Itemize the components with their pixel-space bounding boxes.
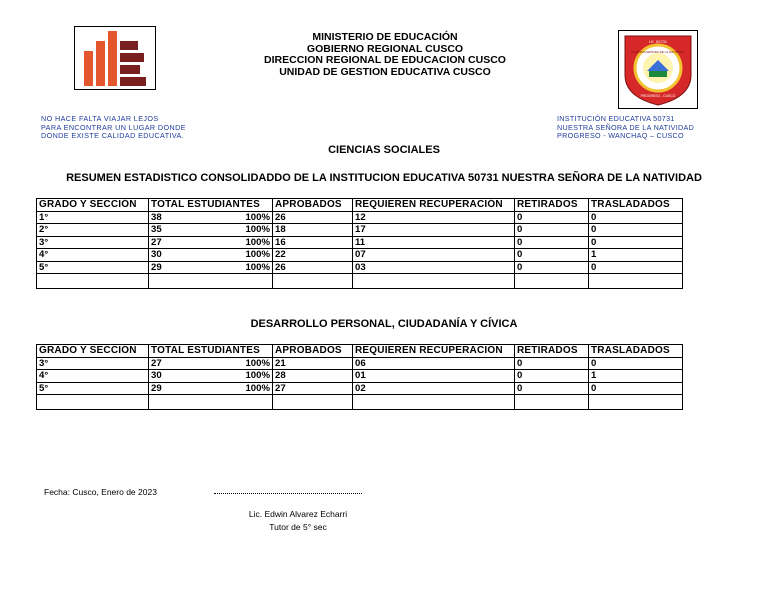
header-line: GOBIERNO REGIONAL CUSCO (306, 42, 464, 55)
section2-title: DESARROLLO PERSONAL, CIUDADANÍA Y CÍVICA (250, 318, 518, 330)
total-cell (149, 382, 273, 395)
trasladados-cell: 0 (589, 236, 683, 249)
total-cell (149, 249, 273, 262)
percent-value: 100% (245, 382, 270, 394)
percent-value: 100% (245, 261, 270, 273)
empty-cell (37, 395, 149, 410)
retirados-cell: 0 (515, 261, 589, 274)
school-info-line: PROGRESO - WANCHAQ – CUSCO (557, 131, 684, 141)
empty-table-row (37, 395, 683, 410)
percent-value: 100% (245, 249, 270, 261)
total-value: 27 (151, 236, 162, 248)
total-cell (149, 370, 273, 383)
total-cell (149, 357, 273, 370)
aprobados-cell: 27 (273, 382, 353, 395)
institution-header (200, 32, 570, 78)
empty-cell (149, 274, 273, 289)
percent-value: 100% (245, 236, 270, 248)
retirados-cell: 0 (515, 236, 589, 249)
aprobados-cell: 28 (273, 370, 353, 383)
percent-value: 100% (245, 211, 270, 223)
trasladados-cell: 1 (589, 249, 683, 262)
school-emblem (618, 30, 698, 109)
signer-block (200, 508, 396, 533)
recuperacion-cell: 01 (353, 370, 515, 383)
percent-value: 100% (245, 370, 270, 382)
ministry-logo (74, 26, 156, 90)
aprobados-cell: 26 (273, 211, 353, 224)
motto (41, 115, 186, 141)
stats-table-desarrollo-personal (36, 344, 683, 410)
column-header: REQUIEREN RECUPERACIÓN (353, 345, 515, 358)
empty-cell (273, 395, 353, 410)
table-row (37, 211, 683, 224)
grado-cell: 5° (37, 261, 149, 274)
column-header: TOTAL ESTUDIANTES (149, 345, 273, 358)
motto-line: DONDE EXISTE CALIDAD EDUCATIVA. (41, 131, 185, 141)
column-header: APROBADOS (273, 199, 353, 212)
total-value: 30 (151, 370, 162, 382)
total-value: 30 (151, 249, 162, 261)
recuperacion-cell: 07 (353, 249, 515, 262)
grado-cell: 5° (37, 382, 149, 395)
signer-role: Tutor de 5° sec (269, 521, 327, 532)
aprobados-cell: 21 (273, 357, 353, 370)
retirados-cell: 0 (515, 224, 589, 237)
total-value: 29 (151, 382, 162, 394)
empty-cell (515, 395, 589, 410)
retirados-cell: 0 (515, 370, 589, 383)
column-header: GRADO Y SECCIÓN (37, 345, 149, 358)
recuperacion-cell: 17 (353, 224, 515, 237)
retirados-cell: 0 (515, 211, 589, 224)
empty-cell (149, 395, 273, 410)
date-line: Fecha: Cusco, Enero de 2023 (44, 487, 157, 497)
bars-logo-icon (75, 27, 155, 89)
total-value: 35 (151, 224, 162, 236)
table-header-row (37, 199, 683, 212)
recuperacion-cell: 12 (353, 211, 515, 224)
grado-cell: 2° (37, 224, 149, 237)
column-header: TRASLADADOS (589, 345, 683, 358)
table-row (37, 261, 683, 274)
retirados-cell: 0 (515, 357, 589, 370)
retirados-cell: 0 (515, 382, 589, 395)
table-row (37, 382, 683, 395)
grado-cell: 1° (37, 211, 149, 224)
grado-cell: 3° (37, 236, 149, 249)
recuperacion-cell: 02 (353, 382, 515, 395)
school-info-line: NUESTRA SEÑORA DE LA NATIVIDAD (557, 122, 695, 132)
table-row (37, 236, 683, 249)
empty-cell (515, 274, 589, 289)
subject-title: CIENCIAS SOCIALES (328, 144, 440, 156)
shield-emblem-icon (619, 31, 697, 108)
recuperacion-cell: 11 (353, 236, 515, 249)
signature-line (214, 488, 362, 494)
aprobados-cell: 18 (273, 224, 353, 237)
empty-cell (273, 274, 353, 289)
empty-cell (589, 395, 683, 410)
total-value: 29 (151, 261, 162, 273)
column-header: TOTAL ESTUDIANTES (149, 199, 273, 212)
total-cell (149, 261, 273, 274)
empty-table-row (37, 274, 683, 289)
trasladados-cell: 1 (589, 370, 683, 383)
table-row (37, 357, 683, 370)
percent-value: 100% (245, 224, 270, 236)
school-info (557, 115, 694, 141)
table-row (37, 224, 683, 237)
empty-cell (589, 274, 683, 289)
aprobados-cell: 22 (273, 249, 353, 262)
column-header: APROBADOS (273, 345, 353, 358)
header-line: UNIDAD DE GESTION EDUCATIVA CUSCO (279, 65, 491, 78)
table-header-row (37, 345, 683, 358)
total-cell (149, 236, 273, 249)
total-value: 27 (151, 357, 162, 369)
grado-cell: 4° (37, 249, 149, 262)
trasladados-cell: 0 (589, 261, 683, 274)
recuperacion-cell: 06 (353, 357, 515, 370)
column-header: RETIRADOS (515, 199, 589, 212)
total-cell (149, 211, 273, 224)
emblem-top-text: I.E. 50731 (648, 39, 668, 44)
column-header: TRASLADADOS (589, 199, 683, 212)
column-header: GRADO Y SECCIÓN (37, 199, 149, 212)
aprobados-cell: 16 (273, 236, 353, 249)
empty-cell (353, 395, 515, 410)
school-info-line: INSTITUCIÓN EDUCATIVA 50731 (557, 114, 675, 123)
grado-cell: 4° (37, 370, 149, 383)
column-header: RETIRADOS (515, 345, 589, 358)
header-line: DIRECCION REGIONAL DE EDUCACION CUSCO (264, 54, 506, 66)
header-line: MINISTERIO DE EDUCACIÓN (312, 31, 458, 43)
empty-cell (353, 274, 515, 289)
total-value: 38 (151, 211, 162, 223)
motto-line: NO HACE FALTA VIAJAR LEJOS (41, 114, 159, 123)
empty-cell (37, 274, 149, 289)
trasladados-cell: 0 (589, 211, 683, 224)
report-title: RESUMEN ESTADISTICO CONSOLIDADDO DE LA INSTITUCION EDUCATIVA 50731 NUESTRA SEÑORA DE LA NATIVIDAD (66, 172, 702, 184)
motto-line: PARA ENCONTRAR UN LUGAR DONDE (41, 122, 186, 132)
stats-table-ciencias-sociales (36, 198, 683, 289)
signer-name: Lic. Edwin Alvarez Echarri (248, 509, 348, 519)
trasladados-cell: 0 (589, 224, 683, 237)
trasladados-cell: 0 (589, 382, 683, 395)
table-row (37, 370, 683, 383)
total-cell (149, 224, 273, 237)
retirados-cell: 0 (515, 249, 589, 262)
emblem-ring-text: NUESTRA SEÑORA DE LA NATIVIDAD (631, 50, 685, 54)
grado-cell: 3° (37, 357, 149, 370)
emblem-bottom-text: PROGRESO - CUSCO (640, 94, 676, 98)
recuperacion-cell: 03 (353, 261, 515, 274)
aprobados-cell: 26 (273, 261, 353, 274)
table-row (37, 249, 683, 262)
trasladados-cell: 0 (589, 357, 683, 370)
column-header: REQUIEREN RECUPERACIÓN (353, 199, 515, 212)
percent-value: 100% (245, 357, 270, 369)
